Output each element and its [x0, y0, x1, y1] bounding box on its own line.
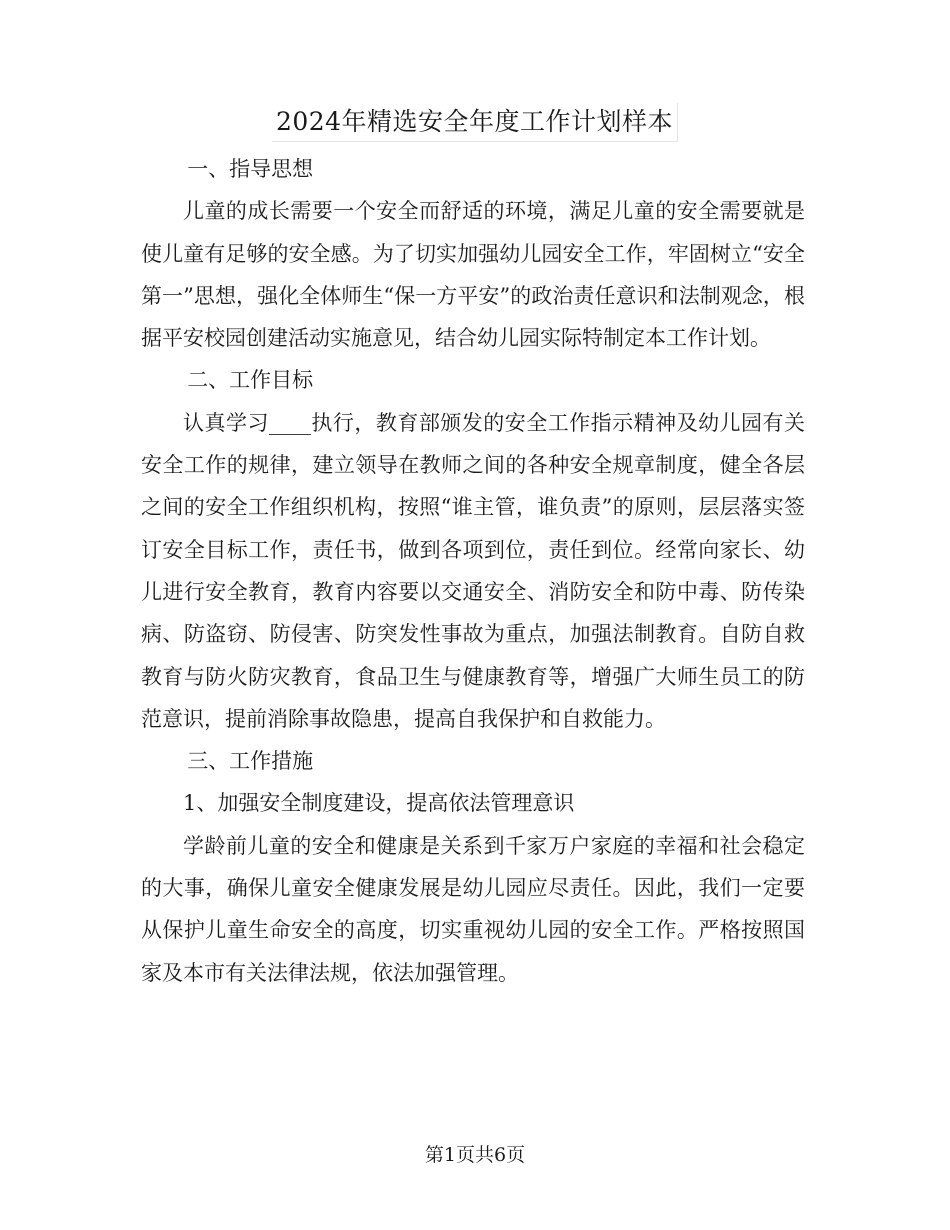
document-body — [141, 148, 805, 994]
section-heading-goals: 二、工作目标 — [187, 368, 314, 393]
paragraph-guiding: 儿童的成长需要一个安全而舒适的环境，满足儿童的安全需要就是使儿童有足够的安全感。为了切实加强幼儿园安全工作，牢固树立“安全第一”思想，强化全体师生“保一方平安”的政治责任意识和法制观念，根据平安校园创建活动实施意见，结合幼儿园实际特制定本工作计划。 — [141, 199, 805, 351]
paragraph-measure-1: 学龄前儿童的安全和健康是关系到千家万户家庭的幸福和社会稳定的大事，确保儿童安全健康发展是幼儿园应尽责任。因此，我们一定要从保护儿童生命安全的高度，切实重视幼儿园的安全工作。严格按照国家及本市有关法律法规，依法加强管理。 — [141, 833, 805, 985]
section-heading-guiding: 一、指导思想 — [187, 157, 314, 181]
document-title: 2024年精选安全年度工作计划样本 — [272, 103, 678, 142]
page-number-footer: 第1页共6页 — [424, 1144, 526, 1166]
section-heading-measures: 三、工作措施 — [187, 749, 314, 774]
title-container — [0, 103, 950, 142]
paragraph-goals: 认真学习____执行，教育部颁发的安全工作指示精神及幼儿园有关安全工作的规律，建立领导在教师之间的各种安全规章制度，健全各层之间的安全工作组织机构，按照“谁主管，谁负责”的原则，层层落实签订安全目标工作，责任书，做到各项到位，责任到位。经常向家长、幼儿进行安全教育，教育内容要以交通安全、消防安全和防中毒、防传染病、防盗窃、防侵害、防突发性事故为重点，加强法制教育。自防自救教育与防火防灾教育，食品卫生与健康教育等，增强广大师生员工的防范意识，提前消除事故隐患，提高自我保护和自救能力。 — [141, 410, 805, 731]
subheading-measure-1: 1、加强安全制度建设，提高依法管理意识 — [183, 791, 575, 816]
